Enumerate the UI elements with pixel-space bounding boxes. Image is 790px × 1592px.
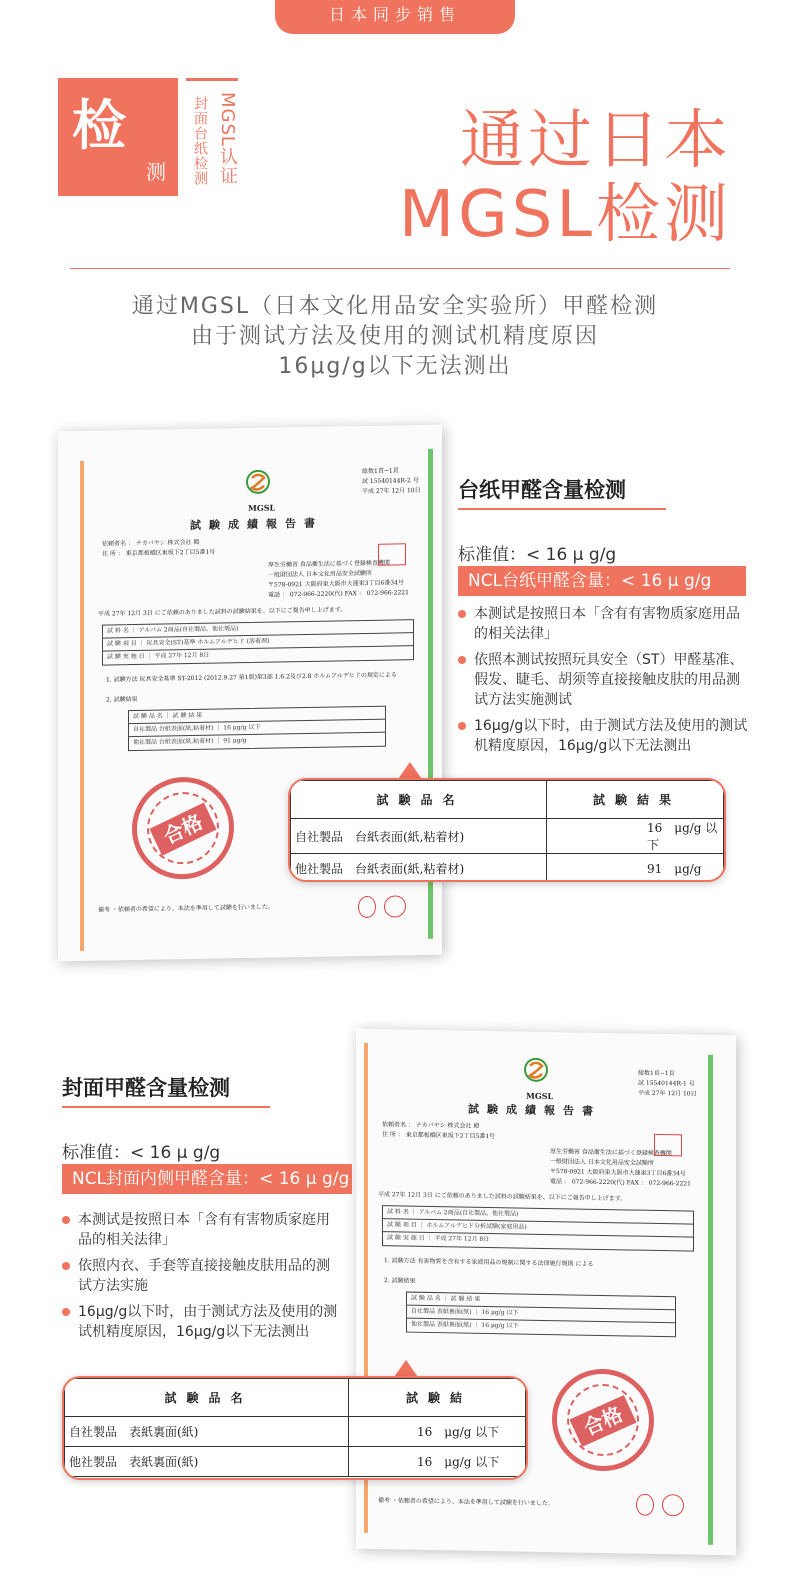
doc-corner-3: 平成 27年 12月 10日 <box>638 1089 697 1098</box>
org-seal <box>654 1134 682 1156</box>
doc-logo-text: MGSL <box>526 1090 554 1102</box>
bullet-item <box>62 1210 342 1250</box>
seal-mark <box>662 1494 684 1516</box>
doc-results-row: 他社製品 台紙表面(紙,粘着材) ｜ 91 μg/g <box>133 737 247 747</box>
seal-mark <box>384 895 406 917</box>
bullet-text: 依照本测试按照玩具安全（ST）甲醛基准、假发、睫毛、胡须等直接接触皮肤的用品测试方法实施测试 <box>474 652 744 708</box>
doc-logo-text: MGSL <box>248 502 276 514</box>
doc-address: 住 所 ： 東京都板橋区東坂下2丁目5番1号 <box>382 1131 496 1141</box>
headline-line1: 通过日本 <box>460 104 732 178</box>
doc-address: 住 所 ： 東京都板橋区東坂下2丁目5番1号 <box>102 548 216 558</box>
bullet-item <box>458 650 748 710</box>
headline <box>399 104 732 252</box>
doc-client: 依頼者名 ： ナカバヤシ 株式会社 殿 <box>102 538 200 548</box>
section2-standard: 标准值：< 16 μ g/g <box>62 1143 221 1163</box>
badge <box>58 78 178 196</box>
stamp-text: 合格 <box>149 803 216 856</box>
doc-results-table <box>128 706 386 752</box>
section1-bullets <box>458 604 748 762</box>
org-seal <box>378 543 406 565</box>
headline-line2: MGSL检测 <box>398 178 732 252</box>
bullet-item <box>62 1256 342 1296</box>
doc-info-row: 試 験 実 施 日 ｜ 平成 27年 12月 8日 <box>387 1234 490 1244</box>
badge-vertical-sub: 封面台纸检测 <box>192 96 208 186</box>
doc-info-row: 試 験 項 目 ｜ 玩具安全(ST)基準 ホルムアルデヒド (溶着剤) <box>103 633 413 651</box>
badge-big-char: 检 <box>72 94 126 157</box>
bullet-item <box>458 604 748 644</box>
doc-notice: 平成 27年 12月 3日 にご依頼のありました試料の試験結果を、以下にご報告申し上げます。 <box>98 606 347 618</box>
doc-method: 1. 試験方法 玩具安全基準 ST-2012 (2012.9.27 第1版)第3部 1.6.2及び2.8 ホルムアルデヒドの規定による <box>106 671 397 684</box>
section1-pill: NCL台纸甲醛含量：< 16 μ g/g <box>458 566 746 596</box>
doc-org-1: 厚生労働省 食品衛生法に基づく登録検査機関 <box>550 1148 672 1158</box>
bullet-dot-icon <box>458 610 466 618</box>
intro-line3: 16μg/g以下无法测出 <box>278 354 512 379</box>
zoom-result: 16 μg/g 以下 <box>349 1447 526 1477</box>
doc-results-row: 試 験 品 名 ｜ 試 験 結 果 <box>129 707 385 724</box>
right-stripe <box>708 1055 713 1545</box>
doc-title: 試験成績報告書 <box>468 1102 601 1118</box>
doc-results-row: 自社製品 表紙裏面(紙) ｜ 16 μg/g 以下 <box>407 1306 675 1324</box>
zoom-item: 自社製品 表紙裏面(紙) <box>65 1417 349 1447</box>
section1-title: 台纸甲醛含量检测 <box>458 478 626 502</box>
top-tab: 日本同步销售 <box>275 0 515 34</box>
zoom-result: 16 μg/g 以下 <box>547 819 724 854</box>
badge-small-char: 测 <box>146 162 166 184</box>
section2-bullets <box>62 1210 342 1348</box>
doc-org-2: 一般財団法人 日本文化用品安全試験所 <box>550 1158 654 1167</box>
zoom-header-result: 試験結 <box>349 1379 526 1417</box>
zoom-header-result: 試験結果 <box>547 781 724 819</box>
doc-results-label: 2. 試験結果 <box>106 695 138 704</box>
doc-footer: 備考 ・依頼者の希望により、本法を準用して試験を行いました。 <box>98 903 274 914</box>
section2-title: 封面甲醛含量检测 <box>62 1076 230 1100</box>
bullet-dot-icon <box>62 1216 70 1224</box>
doc-corner-2: 試 15540144R-1 号 <box>638 1079 695 1088</box>
doc-corner-1: 総数1頁−1頁 <box>638 1069 675 1078</box>
doc-corner-2: 試 15540144R-2 号 <box>362 477 419 486</box>
zoom-result: 91 μg/g <box>547 854 724 883</box>
divider <box>70 268 730 269</box>
bullet-dot-icon <box>62 1262 70 1270</box>
doc-org-1: 厚生労働省 食品衛生法に基づく登録検査機関 <box>268 559 390 569</box>
doc-info-row: 試 料 名 ｜ アルバム 2商品(自社製品、他社製品) <box>383 1206 693 1224</box>
doc-info-row: 試 験 項 目 ｜ ホルムアルデヒド分析試験(家庭用品) <box>383 1219 693 1237</box>
zoom-item: 他社製品 表紙裏面(紙) <box>65 1447 349 1477</box>
bullet-text: 依照内衣、手套等直接接触皮肤用品的测试方法实施 <box>78 1258 330 1294</box>
zoom-table-2 <box>62 1376 528 1480</box>
bullet-text: 本测试是按照日本「含有有害物质家庭用品的相关法律」 <box>474 606 740 642</box>
bullet-text: 本测试是按照日本「含有有害物质家庭用品的相关法律」 <box>78 1212 330 1248</box>
doc-title: 試験成績報告書 <box>190 516 323 533</box>
mgsl-logo-icon <box>238 468 278 507</box>
doc-client: 依頼者名 ： ナカバヤシ 株式会社 殿 <box>382 1121 480 1130</box>
doc-org-2: 一般財団法人 日本文化用品安全試験所 <box>268 569 372 579</box>
intro-line1: 通过MGSL（日本文化用品安全实验所）甲醛检测 <box>131 294 659 319</box>
zoom-row <box>65 1447 526 1477</box>
badge-vertical-main: MGSL认证 <box>217 92 238 185</box>
left-stripe <box>80 461 84 951</box>
doc-footer: 備考 ・依頼者の希望により、本法を準用して試験を行いました。 <box>378 1497 554 1508</box>
bullet-dot-icon <box>458 656 466 664</box>
doc-results-label: 2. 試験結果 <box>384 1277 416 1285</box>
doc-org-3: 〒578-0921 大阪府東大阪市大蓮東3丁目6番34号 <box>268 579 404 589</box>
zoom-item: 他社製品 台紙表面(紙,粘着材) <box>291 854 547 883</box>
doc-info-row: 試 料 名 ｜ アルバム 2商品(自社製品、他社製品) <box>103 620 413 638</box>
zoom-result: 16 μg/g 以下 <box>349 1417 526 1447</box>
doc-org-4: 電話 ： 072-966-2220(代) FAX ： 072-966-2221 <box>550 1178 691 1188</box>
intro-text <box>0 292 790 382</box>
section2-pill: NCL封面内侧甲醛含量：< 16 μ g/g <box>62 1164 352 1194</box>
doc-results-row: 自社製品 台紙表面(紙,粘着材) ｜ 16 μg/g 以下 <box>129 720 385 737</box>
doc-info-table <box>382 1205 694 1251</box>
zoom-item: 自社製品 台紙表面(紙,粘着材) <box>291 819 547 854</box>
pass-stamp <box>132 776 234 880</box>
doc-info-row: 試 験 実 施 日 ｜ 平成 27年 12月 8日 <box>107 651 210 661</box>
section1-standard: 标准值：< 16 μ g/g <box>458 545 617 565</box>
bullet-text: 16μg/g以下时，由于测试方法及使用的测试机精度原因，16μg/g以下无法测出 <box>474 718 748 754</box>
seal-mark <box>358 896 376 918</box>
doc-results-row: 試 験 品 名 ｜ 試 験 結 果 <box>407 1293 675 1311</box>
bullet-dot-icon <box>458 722 466 730</box>
doc-corner-1: 総数1頁−1頁 <box>362 467 399 476</box>
badge-line <box>186 78 238 81</box>
section1-underline <box>458 508 666 510</box>
doc-results-table <box>406 1292 676 1338</box>
bullet-dot-icon <box>62 1308 70 1316</box>
zoom-table-1 <box>288 778 726 882</box>
doc-org-3: 〒578-0921 大阪府東大阪市大蓮東3丁目6番34号 <box>550 1168 686 1178</box>
pass-stamp <box>552 1368 654 1472</box>
doc-results-row: 他社製品 表紙裏面(紙) ｜ 16 μg/g 以下 <box>411 1320 519 1330</box>
stamp-text: 合格 <box>569 1395 636 1447</box>
doc-notice: 平成 27年 12月 3日 にご依頼のありました試料の試験結果を、以下にご報告申し上げます。 <box>378 1191 627 1203</box>
doc-info-table <box>102 619 414 665</box>
bullet-text: 16μg/g以下时，由于测试方法及使用的测试机精度原因，16μg/g以下无法测出 <box>78 1304 338 1340</box>
section2-underline <box>62 1106 270 1108</box>
bullet-item <box>458 716 748 756</box>
zoom-header-item: 試験品名 <box>291 781 547 819</box>
doc-corner-3: 平成 27年 12月 10日 <box>362 487 421 496</box>
zoom-header-item: 試験品名 <box>65 1379 349 1417</box>
mgsl-logo-icon <box>516 1055 556 1094</box>
zoom-row <box>291 819 724 854</box>
seal-mark <box>636 1494 654 1516</box>
zoom-row <box>291 854 724 883</box>
zoom-row <box>65 1417 526 1447</box>
intro-line2: 由于测试方法及使用的测试机精度原因 <box>190 324 599 349</box>
doc-org-4: 電話 ： 072-966-2220(代) FAX ： 072-966-2221 <box>268 589 409 599</box>
doc-method: 1. 試験方法 有害物質を含有する家庭用品の規制に関する法律施行規則 による <box>384 1257 594 1268</box>
bullet-item <box>62 1302 342 1342</box>
